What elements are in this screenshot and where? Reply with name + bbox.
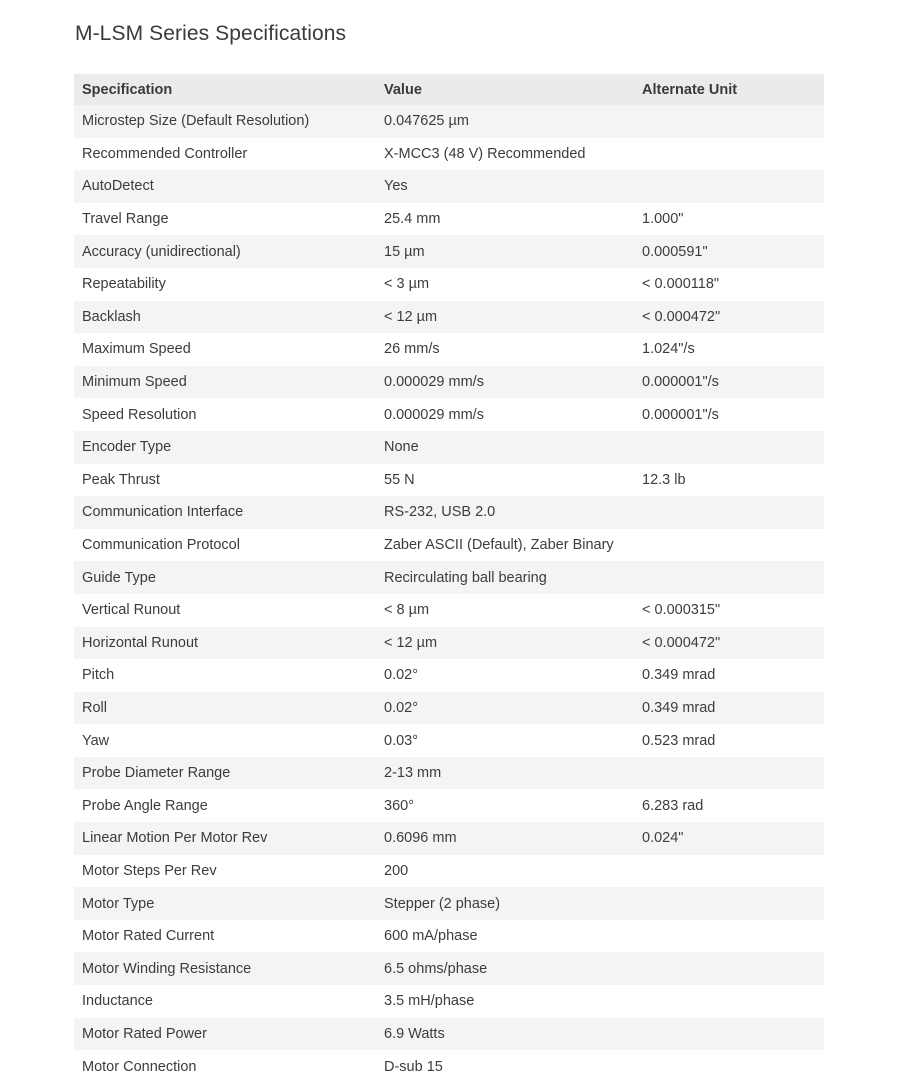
table-row bbox=[74, 235, 824, 268]
spec-name-cell: Travel Range bbox=[82, 211, 169, 228]
spec-value-cell: RS-232, USB 2.0 bbox=[384, 504, 496, 521]
spec-value-cell: 0.047625 µm bbox=[384, 113, 469, 130]
spec-value-cell: 6.5 ohms/phase bbox=[384, 960, 488, 977]
table-row bbox=[74, 1018, 824, 1051]
spec-name-cell: Backlash bbox=[82, 308, 141, 325]
spec-alt-unit-cell: < 0.000315" bbox=[642, 602, 721, 619]
table-row bbox=[74, 789, 824, 822]
spec-value-cell: 15 µm bbox=[384, 243, 425, 260]
table-body bbox=[74, 105, 824, 1083]
spec-value-cell: Recirculating ball bearing bbox=[384, 569, 547, 586]
header-specification: Specification bbox=[82, 81, 173, 98]
header-alternate-unit: Alternate Unit bbox=[642, 81, 738, 98]
spec-alt-unit-cell bbox=[634, 855, 824, 888]
spec-name-cell: Roll bbox=[82, 699, 107, 716]
spec-name-cell: Communication Protocol bbox=[82, 537, 240, 554]
spec-alt-unit-cell: 0.349 mrad bbox=[642, 667, 716, 684]
spec-name-cell: Motor Rated Current bbox=[82, 928, 215, 945]
spec-name-cell: Communication Interface bbox=[82, 504, 244, 521]
spec-name-cell: Speed Resolution bbox=[82, 406, 197, 423]
spec-alt-unit-cell bbox=[634, 887, 824, 920]
spec-alt-unit-cell bbox=[634, 431, 824, 464]
spec-name-cell: Probe Diameter Range bbox=[82, 765, 231, 782]
spec-alt-unit-cell bbox=[634, 105, 824, 138]
spec-name-cell: Guide Type bbox=[82, 569, 156, 586]
table-row bbox=[74, 659, 824, 692]
spec-alt-unit-cell bbox=[634, 529, 824, 562]
table-row bbox=[74, 138, 824, 171]
page-title: M-LSM Series Specifications bbox=[75, 22, 347, 45]
spec-alt-unit-cell: 0.523 mrad bbox=[642, 732, 716, 749]
spec-value-cell: X-MCC3 (48 V) Recommended bbox=[384, 145, 586, 162]
spec-name-cell: Motor Steps Per Rev bbox=[82, 862, 217, 879]
spec-value-cell: 55 N bbox=[384, 471, 415, 488]
table-row bbox=[74, 855, 824, 888]
spec-alt-unit-cell bbox=[634, 170, 824, 203]
spec-value-cell: 25.4 mm bbox=[384, 211, 441, 228]
spec-name-cell: Minimum Speed bbox=[82, 374, 187, 391]
spec-value-cell: 26 mm/s bbox=[384, 341, 440, 358]
spec-alt-unit-cell: 0.349 mrad bbox=[642, 699, 716, 716]
spec-name-cell: Recommended Controller bbox=[82, 145, 248, 162]
spec-value-cell: 0.02° bbox=[384, 699, 419, 716]
spec-alt-unit-cell: 0.000001"/s bbox=[642, 374, 719, 391]
spec-name-cell: Linear Motion Per Motor Rev bbox=[82, 830, 268, 847]
spec-name-cell: Vertical Runout bbox=[82, 602, 181, 619]
spec-name-cell: Maximum Speed bbox=[82, 341, 191, 358]
spec-value-cell: 3.5 mH/phase bbox=[384, 993, 475, 1010]
table-row bbox=[74, 627, 824, 660]
table-row bbox=[74, 757, 824, 790]
table-row bbox=[74, 952, 824, 985]
table-row bbox=[74, 887, 824, 920]
spec-alt-unit-cell: 1.024"/s bbox=[642, 341, 695, 358]
spec-value-cell: 2-13 mm bbox=[384, 765, 442, 782]
spec-name-cell: Peak Thrust bbox=[82, 471, 160, 488]
spec-value-cell: 600 mA/phase bbox=[384, 928, 478, 945]
header-value: Value bbox=[384, 81, 422, 98]
spec-alt-unit-cell bbox=[634, 1050, 824, 1083]
spec-name-cell: Motor Rated Power bbox=[82, 1025, 207, 1042]
table-row bbox=[74, 561, 824, 594]
table-row bbox=[74, 268, 824, 301]
spec-alt-unit-cell bbox=[634, 561, 824, 594]
spec-alt-unit-cell: 0.000001"/s bbox=[642, 406, 719, 423]
table-row bbox=[74, 464, 824, 497]
spec-name-cell: Motor Connection bbox=[82, 1058, 197, 1075]
table-row bbox=[74, 203, 824, 236]
table-row bbox=[74, 985, 824, 1018]
spec-value-cell: Yes bbox=[384, 178, 408, 195]
table-row bbox=[74, 920, 824, 953]
spec-value-cell: 360° bbox=[384, 797, 414, 814]
spec-alt-unit-cell: < 0.000472" bbox=[642, 308, 721, 325]
spec-value-cell: < 3 µm bbox=[384, 276, 430, 293]
spec-value-cell: 200 bbox=[384, 862, 409, 879]
spec-name-cell: Repeatability bbox=[82, 276, 166, 293]
spec-alt-unit-cell bbox=[634, 138, 824, 171]
spec-alt-unit-cell: 6.283 rad bbox=[642, 797, 704, 814]
spec-alt-unit-cell: 1.000" bbox=[642, 211, 684, 228]
spec-alt-unit-cell: < 0.000472" bbox=[642, 634, 721, 651]
spec-value-cell: 0.03° bbox=[384, 732, 419, 749]
spec-name-cell: Probe Angle Range bbox=[82, 797, 208, 814]
table-row bbox=[74, 333, 824, 366]
spec-value-cell: < 8 µm bbox=[384, 602, 430, 619]
spec-alt-unit-cell: 0.000591" bbox=[642, 243, 708, 260]
spec-alt-unit-cell bbox=[634, 1018, 824, 1051]
spec-alt-unit-cell: 0.024" bbox=[642, 830, 684, 847]
spec-table bbox=[74, 74, 824, 1083]
spec-value-cell: 6.9 Watts bbox=[384, 1025, 445, 1042]
table-row bbox=[74, 1050, 824, 1083]
table-row bbox=[74, 692, 824, 725]
spec-alt-unit-cell bbox=[634, 952, 824, 985]
spec-name-cell: Horizontal Runout bbox=[82, 634, 199, 651]
spec-value-cell: Zaber ASCII (Default), Zaber Binary bbox=[384, 537, 614, 554]
spec-value-cell: Stepper (2 phase) bbox=[384, 895, 501, 912]
spec-value-cell: < 12 µm bbox=[384, 634, 438, 651]
spec-name-cell: Motor Winding Resistance bbox=[82, 960, 252, 977]
table-row bbox=[74, 301, 824, 334]
spec-alt-unit-cell: 12.3 lb bbox=[642, 471, 686, 488]
spec-value-cell: 0.6096 mm bbox=[384, 830, 457, 847]
table-header-row bbox=[74, 74, 824, 105]
table-row bbox=[74, 105, 824, 138]
spec-name-cell: Pitch bbox=[82, 667, 115, 684]
table-row bbox=[74, 496, 824, 529]
spec-value-cell: D-sub 15 bbox=[384, 1058, 443, 1075]
spec-alt-unit-cell bbox=[634, 496, 824, 529]
table-row bbox=[74, 366, 824, 399]
spec-name-cell: Accuracy (unidirectional) bbox=[82, 243, 241, 260]
spec-alt-unit-cell bbox=[634, 757, 824, 790]
spec-name-cell: Encoder Type bbox=[82, 439, 172, 456]
spec-name-cell: Inductance bbox=[82, 993, 153, 1010]
spec-alt-unit-cell: < 0.000118" bbox=[642, 276, 720, 293]
spec-value-cell: 0.000029 mm/s bbox=[384, 374, 484, 391]
table-row bbox=[74, 822, 824, 855]
table-row bbox=[74, 398, 824, 431]
spec-name-cell: Yaw bbox=[82, 732, 110, 749]
table-row bbox=[74, 594, 824, 627]
table-row bbox=[74, 431, 824, 464]
table-row bbox=[74, 170, 824, 203]
table-row bbox=[74, 529, 824, 562]
spec-value-cell: < 12 µm bbox=[384, 308, 438, 325]
spec-alt-unit-cell bbox=[634, 985, 824, 1018]
table-row bbox=[74, 724, 824, 757]
spec-alt-unit-cell bbox=[634, 920, 824, 953]
spec-name-cell: AutoDetect bbox=[82, 178, 154, 195]
spec-value-cell: 0.02° bbox=[384, 667, 419, 684]
spec-name-cell: Microstep Size (Default Resolution) bbox=[82, 113, 310, 130]
spec-value-cell: 0.000029 mm/s bbox=[384, 406, 484, 423]
spec-name-cell: Motor Type bbox=[82, 895, 155, 912]
spec-value-cell: None bbox=[384, 439, 419, 456]
